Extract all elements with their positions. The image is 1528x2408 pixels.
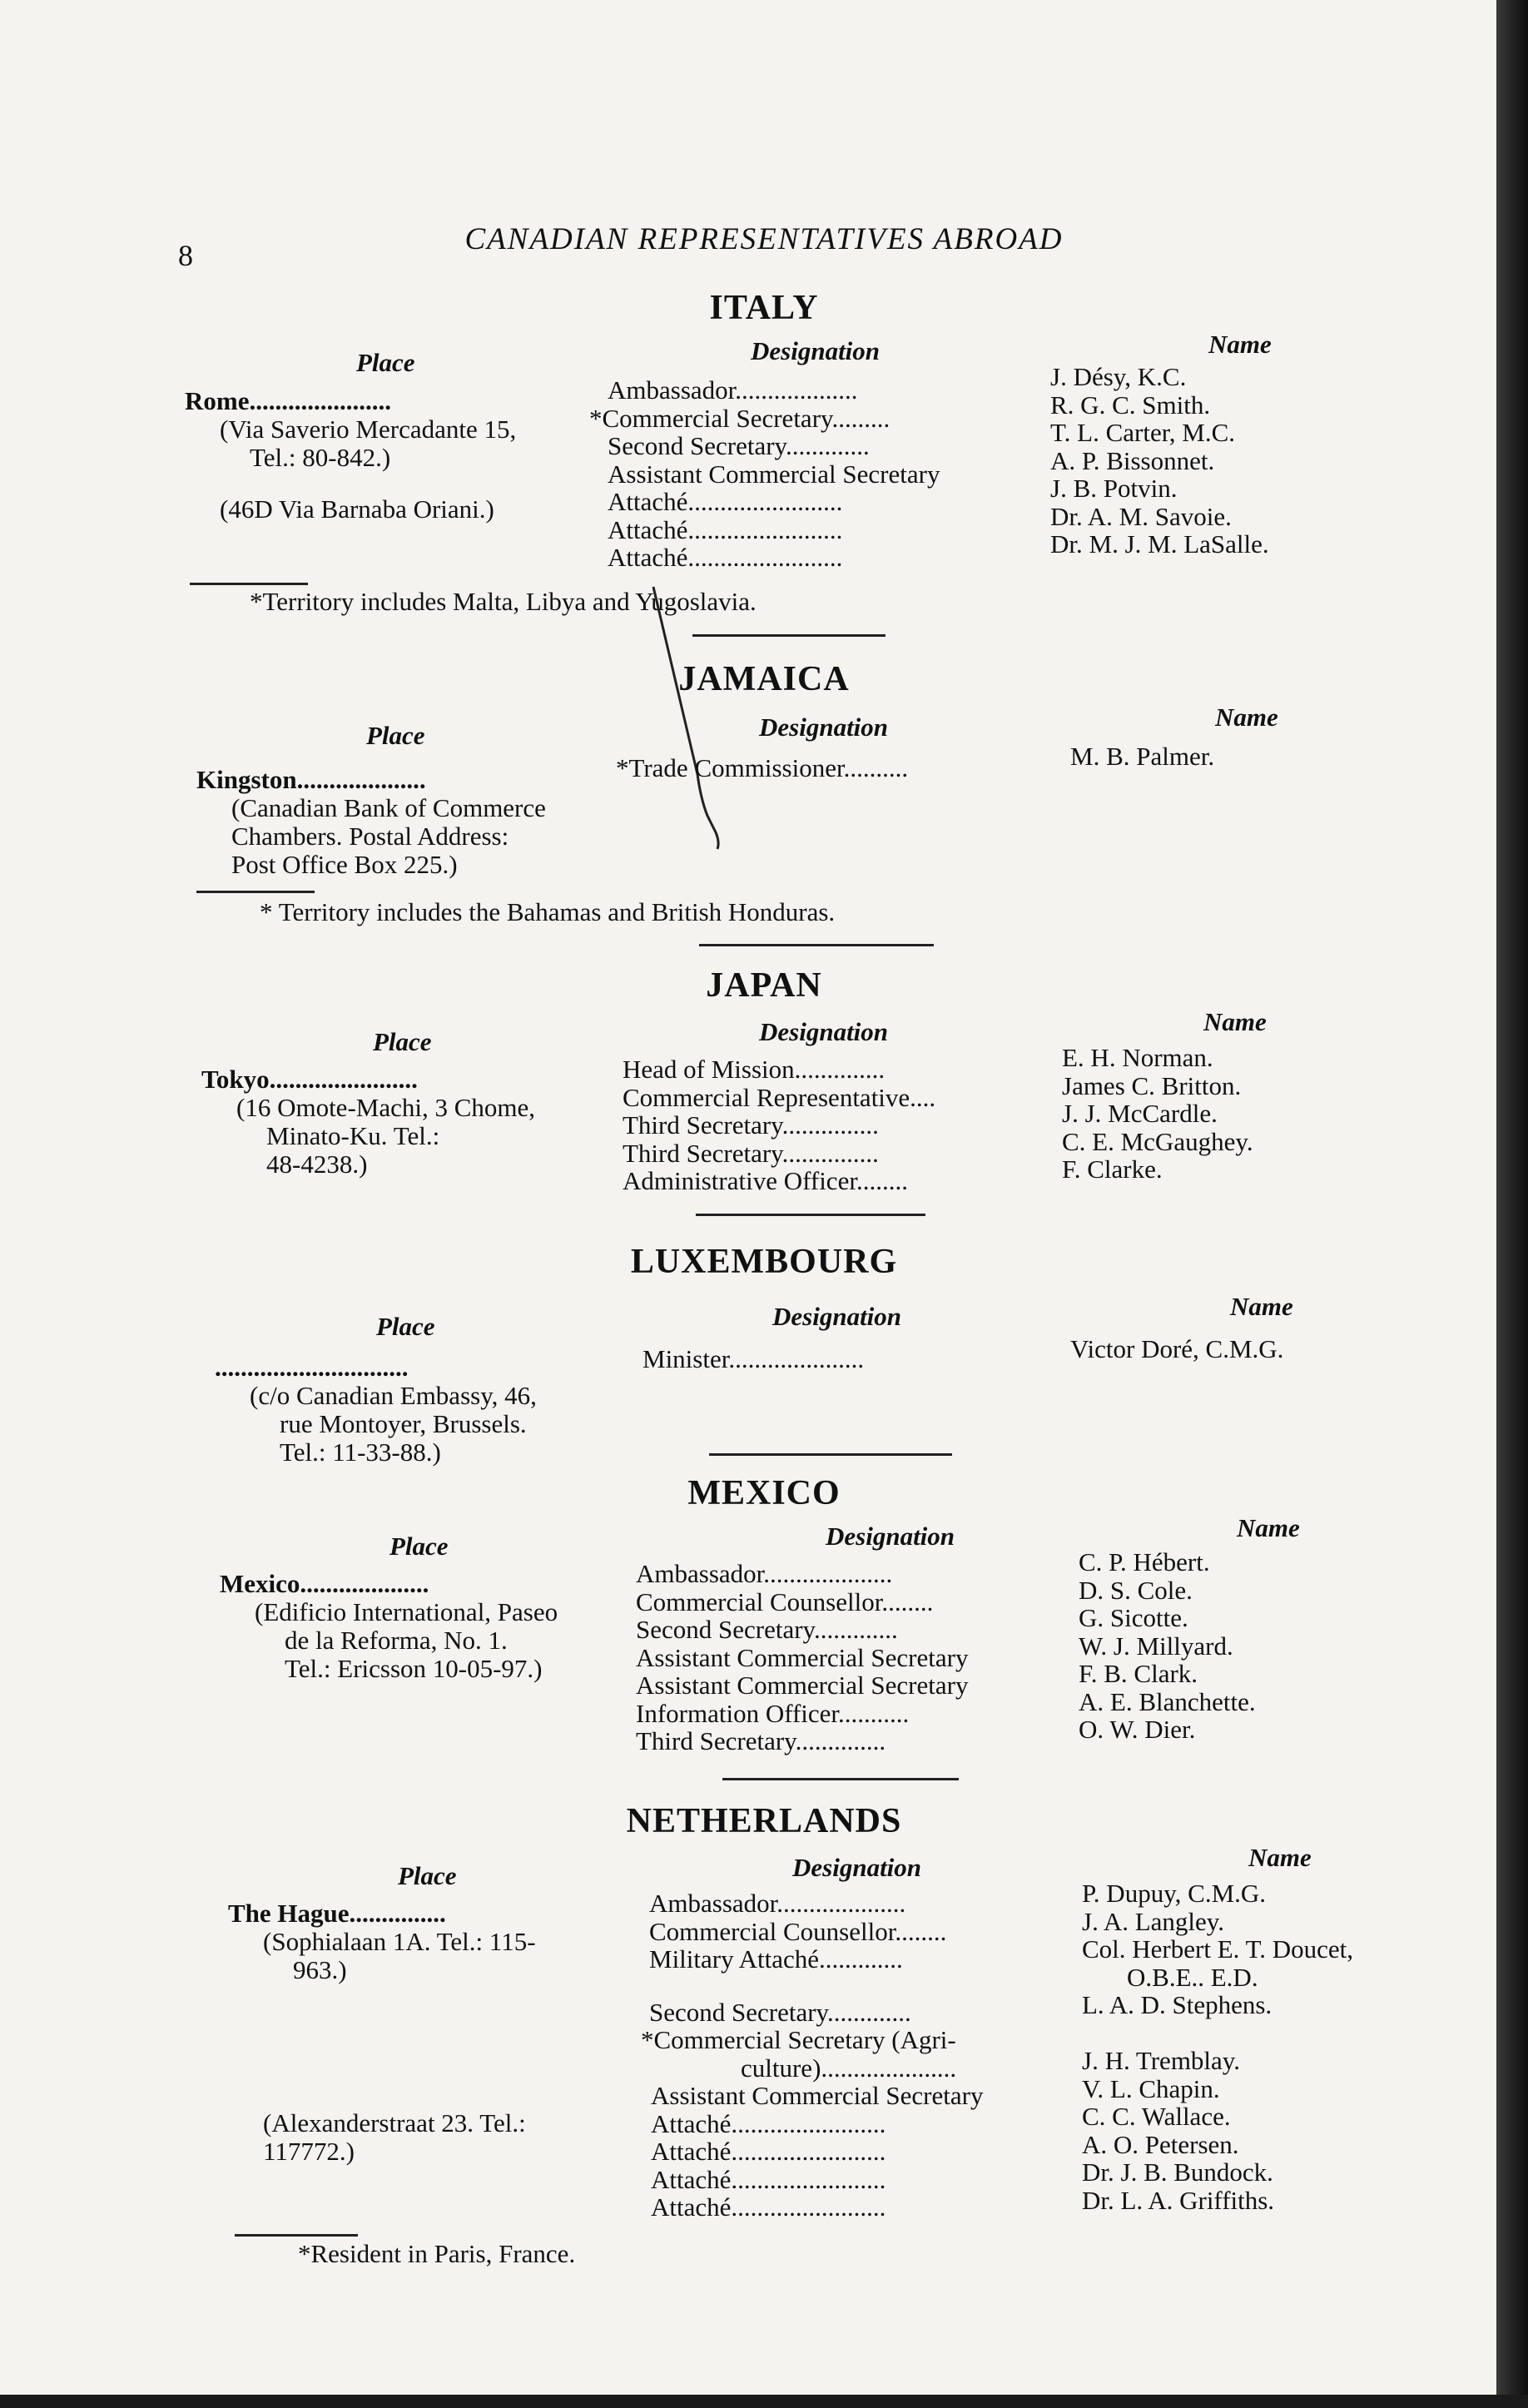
name-entry [1082, 2019, 1353, 2048]
place-line: The Hague............... [228, 1899, 446, 1928]
column-label-name: Name [1230, 1292, 1293, 1321]
place-line: (Alexanderstraat 23. Tel.: [263, 2108, 526, 2137]
place-line: Kingston.................... [196, 765, 426, 794]
column-label-designation: Designation [759, 712, 889, 742]
designation-list-italy [589, 376, 940, 572]
column-label-name: Name [1237, 1513, 1300, 1542]
name-entry: W. J. Millyard. [1079, 1631, 1233, 1661]
designation-row: Assistant Commercial Secretary [636, 1671, 969, 1700]
name-list-netherlands [1082, 1879, 1353, 2214]
name-list-jamaica [1070, 742, 1214, 771]
designation-row [641, 1974, 983, 1998]
place-line: (Canadian Bank of Commerce [231, 793, 546, 822]
name-entry: A. E. Blanchette. [1079, 1686, 1256, 1716]
name-entry: J. B. Potvin. [1050, 474, 1178, 503]
name-entry: O.B.E.. E.D. [1127, 1962, 1258, 1992]
column-label-designation: Designation [751, 336, 881, 365]
place-line: (Via Saverio Mercadante 15, [220, 415, 517, 444]
name-entry: C. P. Hébert. [1079, 1547, 1210, 1576]
place-block-luxembourg [215, 1353, 537, 1467]
designation-row: Second Secretary............. [636, 1615, 898, 1644]
column-label-place: Place [398, 1861, 457, 1890]
name-list-mexico [1079, 1548, 1256, 1744]
designation-row: Commercial Counsellor........ [649, 1916, 947, 1946]
name-entry: Dr. L. A. Griffiths. [1082, 2185, 1275, 2215]
designation-list-mexico [636, 1560, 968, 1755]
name-entry: J. A. Langley. [1082, 1906, 1225, 1936]
name-entry: J. Désy, K.C. [1050, 362, 1187, 391]
country-heading-netherlands: NETHERLANDS [626, 1802, 902, 1840]
footnote-italy: *Territory includes Malta, Libya and Yugoslavia. [250, 587, 757, 616]
place-line: 963.) [293, 1955, 347, 1984]
section-divider [696, 1214, 925, 1216]
place-block-italy [185, 387, 516, 524]
place-line: Minato-Ku. Tel.: [266, 1121, 440, 1150]
column-label-place: Place [366, 721, 425, 750]
running-title: CANADIAN REPRESENTATIVES ABROAD [464, 222, 1064, 256]
place-block-jamaica [196, 766, 546, 879]
place-line: (Edificio International, Paseo [255, 1597, 558, 1626]
name-entry: E. H. Norman. [1062, 1043, 1213, 1072]
name-entry: Victor Doré, C.M.G. [1070, 1334, 1284, 1363]
designation-row: *Commercial Secretary......... [589, 403, 891, 433]
column-label-designation: Designation [792, 1853, 922, 1882]
section-divider [722, 1778, 959, 1780]
designation-row: Attaché........................ [608, 514, 843, 544]
place-line: 48-4238.) [266, 1149, 368, 1179]
place-line: Rome...................... [185, 386, 391, 415]
place-block-japan [201, 1065, 535, 1179]
column-label-place: Place [356, 348, 415, 377]
designation-row: Commercial Representative.... [623, 1082, 936, 1112]
place-line: Mexico.................... [220, 1569, 429, 1598]
name-entry: Col. Herbert E. T. Doucet, [1082, 1934, 1353, 1964]
name-entry: C. E. McGaughey. [1062, 1126, 1253, 1156]
name-entry: O. W. Dier. [1079, 1715, 1196, 1744]
designation-row: Minister..................... [642, 1344, 865, 1373]
designation-row: culture)..................... [741, 2053, 957, 2083]
column-label-place: Place [376, 1312, 435, 1341]
place-line: de la Reforma, No. 1. [285, 1626, 508, 1655]
name-entry: G. Sicotte. [1079, 1603, 1188, 1632]
place-line: Chambers. Postal Address: [231, 822, 509, 851]
name-entry: Dr. A. M. Savoie. [1050, 501, 1232, 531]
designation-row: Ambassador.................... [649, 1889, 906, 1918]
designation-row: Assistant Commercial Secretary [651, 2081, 984, 2110]
name-list-luxembourg [1070, 1335, 1283, 1363]
place-block-netherlands [228, 1899, 536, 2166]
footnote-rule [190, 583, 308, 585]
footnote-rule [196, 891, 315, 893]
column-label-name: Name [1248, 1843, 1312, 1872]
name-list-italy [1050, 363, 1269, 559]
name-entry: James C. Britton. [1062, 1070, 1242, 1100]
column-label-designation: Designation [759, 1017, 889, 1046]
place-line: rue Montoyer, Brussels. [280, 1409, 527, 1438]
name-entry: T. L. Carter, M.C. [1050, 418, 1236, 447]
section-divider [699, 944, 934, 946]
place-line: (46D Via Barnaba Oriani.) [220, 494, 494, 524]
designation-row: *Commercial Secretary (Agri- [641, 2025, 956, 2054]
country-heading-japan: JAPAN [706, 966, 822, 1005]
designation-list-luxembourg [642, 1345, 864, 1373]
designation-row: Information Officer........... [636, 1698, 910, 1728]
designation-row: Commercial Counsellor........ [636, 1586, 934, 1616]
country-heading-italy: ITALY [709, 289, 819, 327]
name-entry: A. P. Bissonnet. [1050, 445, 1215, 475]
country-heading-mexico: MEXICO [687, 1474, 841, 1512]
name-entry: C. C. Wallace. [1082, 2102, 1231, 2131]
column-label-designation: Designation [772, 1302, 902, 1331]
place-line: Tel.: Ericsson 10-05-97.) [285, 1654, 543, 1683]
name-entry: Dr. M. J. M. LaSalle. [1050, 529, 1269, 559]
name-entry: R. G. C. Smith. [1050, 390, 1211, 420]
designation-list-jamaica [616, 754, 908, 782]
place-line: Post Office Box 225.) [231, 850, 458, 879]
designation-row: Attaché........................ [651, 2164, 886, 2194]
designation-row: Third Secretary............... [623, 1138, 879, 1168]
footnote-jamaica: * Territory includes the Bahamas and British Honduras. [260, 897, 836, 926]
place-line: Tel.: 80-842.) [250, 443, 391, 472]
name-entry: J. H. Tremblay. [1082, 2046, 1241, 2075]
name-entry: F. Clarke. [1062, 1154, 1163, 1184]
country-heading-luxembourg: LUXEMBOURG [630, 1243, 898, 1281]
place-line: Tokyo....................... [201, 1065, 418, 1094]
designation-row: Third Secretary............... [623, 1110, 879, 1139]
place-line: Tel.: 11-33-88.) [280, 1437, 441, 1467]
name-entry: P. Dupuy, C.M.G. [1082, 1879, 1267, 1908]
column-label-designation: Designation [826, 1522, 955, 1551]
designation-row: *Trade Commissioner.......... [616, 753, 909, 782]
column-label-name: Name [1215, 703, 1278, 732]
designation-row: Head of Mission.............. [623, 1055, 886, 1084]
footnote-rule [235, 2234, 358, 2237]
page-edge-bottom [0, 2395, 1528, 2408]
place-line: (16 Omote-Machi, 3 Chome, [236, 1093, 536, 1122]
name-list-japan [1062, 1044, 1253, 1184]
designation-list-japan [623, 1055, 935, 1195]
place-line: (c/o Canadian Embassy, 46, [250, 1381, 537, 1410]
column-label-name: Name [1203, 1007, 1267, 1036]
designation-row: Attaché........................ [608, 543, 843, 572]
page-edge-shadow [1496, 0, 1528, 2408]
name-entry: V. L. Chapin. [1082, 2073, 1220, 2103]
designation-list-netherlands [641, 1889, 983, 2222]
designation-row: Second Secretary............. [608, 431, 870, 460]
footnote-netherlands: *Resident in Paris, France. [298, 2239, 576, 2268]
designation-row: Attaché........................ [651, 2137, 886, 2166]
country-heading-jamaica: JAMAICA [678, 660, 850, 698]
name-entry: M. B. Palmer. [1070, 742, 1215, 771]
section-divider [709, 1453, 952, 1456]
column-label-place: Place [373, 1027, 432, 1056]
place-block-mexico [220, 1570, 558, 1683]
designation-row: Military Attaché............. [649, 1944, 903, 1974]
designation-row: Attaché........................ [608, 487, 843, 516]
name-entry: Dr. J. B. Bundock. [1082, 2157, 1273, 2187]
designation-row: Assistant Commercial Secretary [636, 1642, 969, 1672]
designation-row: Ambassador.................... [636, 1559, 893, 1588]
place-line: .............................. [215, 1353, 409, 1382]
designation-row: Attaché........................ [651, 2192, 886, 2222]
column-label-name: Name [1208, 330, 1272, 359]
column-label-place: Place [389, 1532, 449, 1561]
name-entry: L. A. D. Stephens. [1082, 1990, 1273, 2019]
name-entry: A. O. Petersen. [1082, 2129, 1239, 2159]
name-entry: J. J. McCardle. [1062, 1099, 1218, 1128]
name-entry: D. S. Cole. [1079, 1575, 1193, 1605]
designation-row: Attaché........................ [651, 2108, 886, 2138]
designation-row: Ambassador................... [608, 375, 858, 405]
designation-row: Second Secretary............. [649, 1997, 911, 2027]
designation-row: Third Secretary.............. [636, 1726, 886, 1755]
place-line: 117772.) [263, 2137, 355, 2166]
page-number: 8 [178, 239, 193, 272]
designation-row: Assistant Commercial Secretary [608, 459, 940, 489]
pencil-mark [649, 583, 749, 866]
name-entry: F. B. Clark. [1079, 1659, 1198, 1688]
designation-row: Administrative Officer........ [623, 1166, 908, 1195]
place-line: (Sophialaan 1A. Tel.: 115- [263, 1927, 536, 1956]
